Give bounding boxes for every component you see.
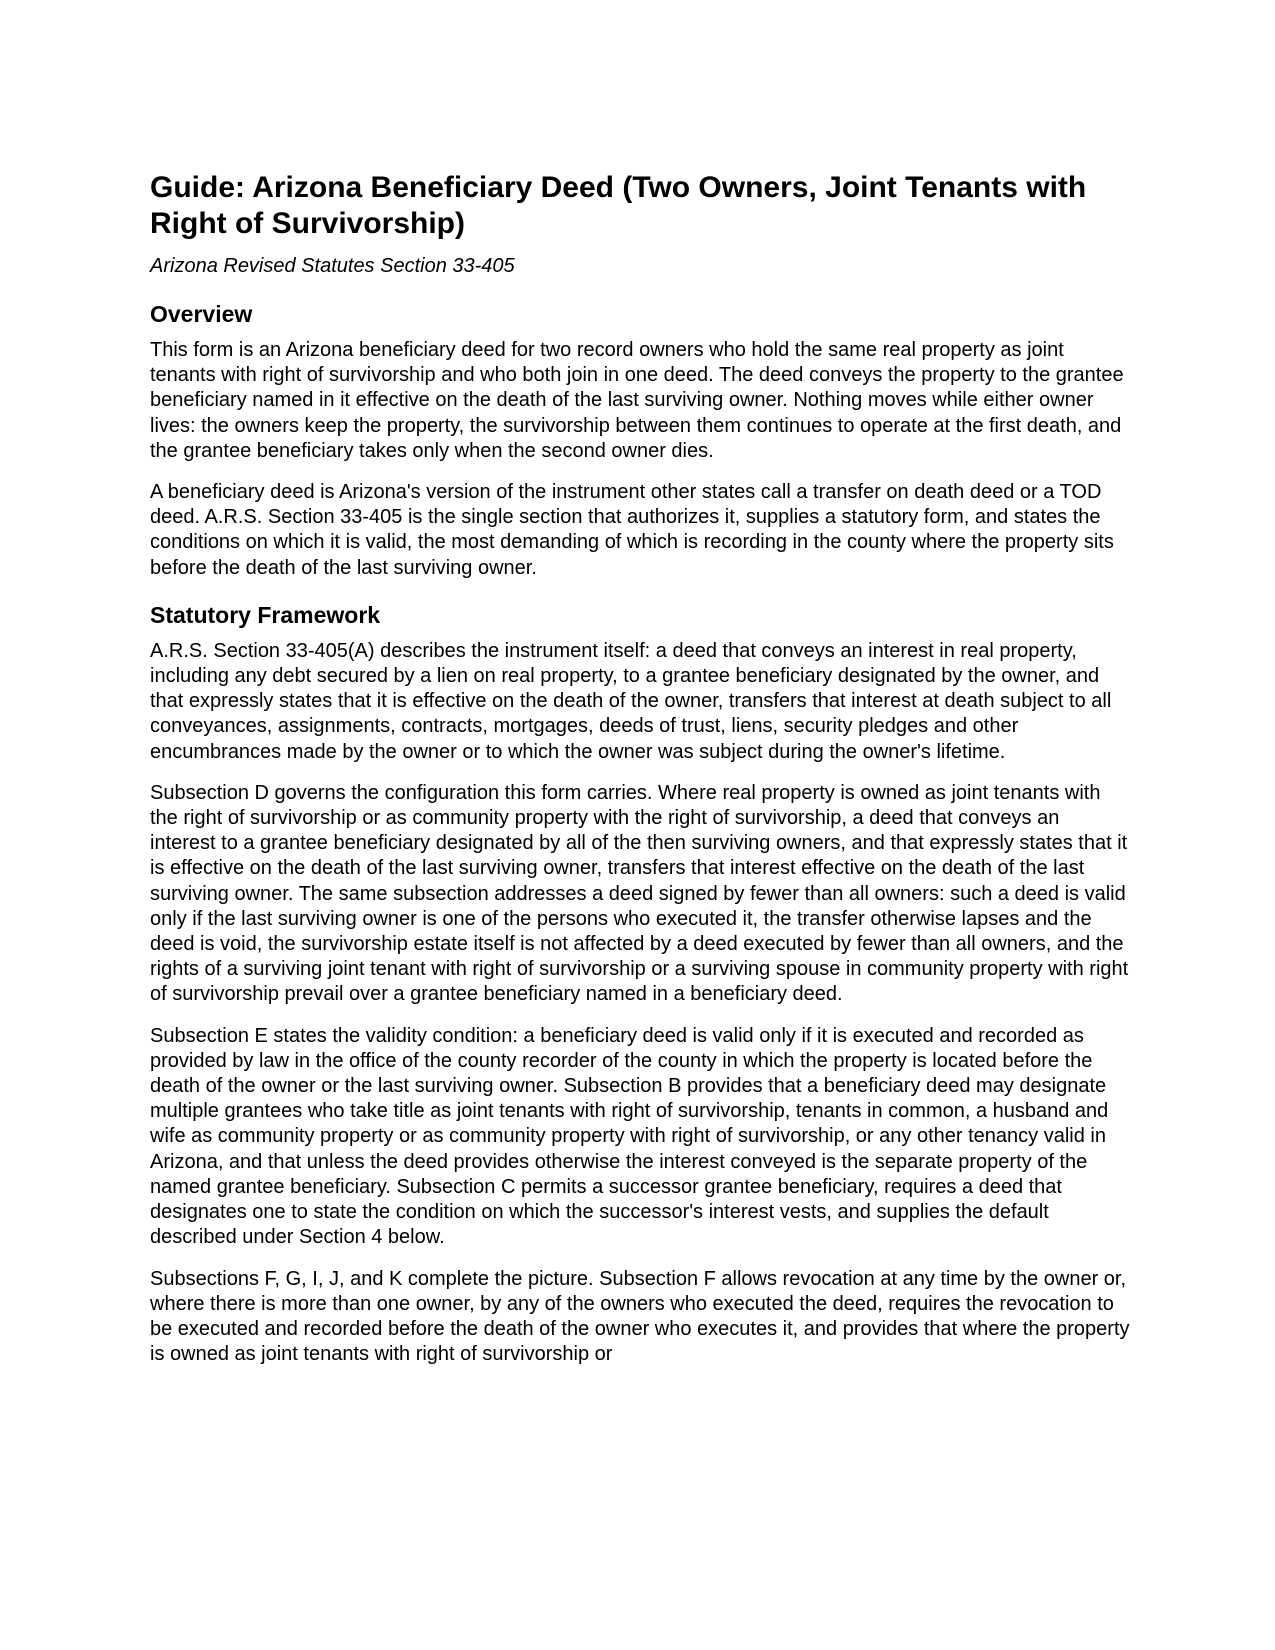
document-subtitle: Arizona Revised Statutes Section 33-405 xyxy=(150,255,515,277)
overview-paragraph: A beneficiary deed is Arizona's version of the instrument other states call a transfer on death deed or a TOD deed. A.R.S. Section 33-405 is the single section that authorizes it, supplies a statutory form, and states the conditions on which it is valid, the most demanding of which is recording in the county where the property sits before the death of the last surviving owner. xyxy=(150,481,1114,579)
document-title: Guide: Arizona Beneficiary Deed (Two Owners, Joint Tenants with Right of Survivorship) xyxy=(150,171,1087,240)
overview-paragraph: This form is an Arizona beneficiary deed for two record owners who hold the same real property as joint tenants with right of survivorship and who both join in one deed. The deed conveys the property to the grantee beneficiary named in it effective on the death of the last surviving owner. Nothing moves while either owner lives: the owners keep the property, the survivorship between them continues to operate at the first death, and the grantee beneficiary takes only when the second owner dies. xyxy=(150,339,1124,462)
section-heading-statutory-framework: Statutory Framework xyxy=(150,601,381,628)
section-heading-overview: Overview xyxy=(150,301,253,327)
framework-paragraph: Subsection E states the validity condition: a beneficiary deed is valid only if it is executed and recorded as provided by law in the office of the county recorder of the county in which the property is located before the death of the owner or the last surviving owner. Subsection B provides that a beneficiary deed may designate multiple grantees who take title as joint tenants with right of survivorship, tenants in common, a husband and wife as community property or as community property with right of survivorship, or any other tenancy valid in Arizona, and that unless the deed provides otherwise the interest conveyed is the separate property of the named grantee beneficiary. Subsection C permits a successor grantee beneficiary, requires a deed that designates one to state the condition on which the successor's interest vests, and supplies the default described under Section 4 below. xyxy=(150,1024,1109,1249)
framework-paragraph: A.R.S. Section 33-405(A) describes the instrument itself: a deed that conveys an interest in real property, including any debt secured by a lien on real property, to a grantee beneficiary designated by the owner, and that expressly states that it is effective on the death of the owner, transfers that interest at death subject to all conveyances, assignments, contracts, mortgages, deeds of trust, liens, security pledges and other encumbrances made by the owner or to which the owner was subject during the owner's lifetime. xyxy=(150,639,1112,763)
framework-paragraph: Subsections F, G, I, J, and K complete the picture. Subsection F allows revocation at any time by the owner or, where there is more than one owner, by any of the owners who executed the deed, requires the revocation to be executed and recorded before the death of the owner who executes it, and provides that where the property is owned as joint tenants with right of survivorship or xyxy=(150,1267,1130,1366)
document-page xyxy=(150,170,1130,1383)
framework-paragraph: Subsection D governs the configuration this form carries. Where real property is owned as joint tenants with the right of survivorship or as community property with the right of survivorship, a deed that conveys an interest to a grantee beneficiary designated by all of the then surviving owners, and that expressly states that it is effective on the death of the last surviving owner, transfers that interest effective on the death of the last surviving owner. The same subsection addresses a deed signed by fewer than all owners: such a deed is valid only if the last surviving owner is one of the persons who executed it, the transfer otherwise lapses and the deed is void, the survivorship estate itself is not affected by a deed executed by fewer than all owners, and the rights of a surviving joint tenant with right of survivorship or a surviving spouse in community property with right of survivorship prevail over a grantee beneficiary named in a beneficiary deed. xyxy=(150,781,1129,1006)
